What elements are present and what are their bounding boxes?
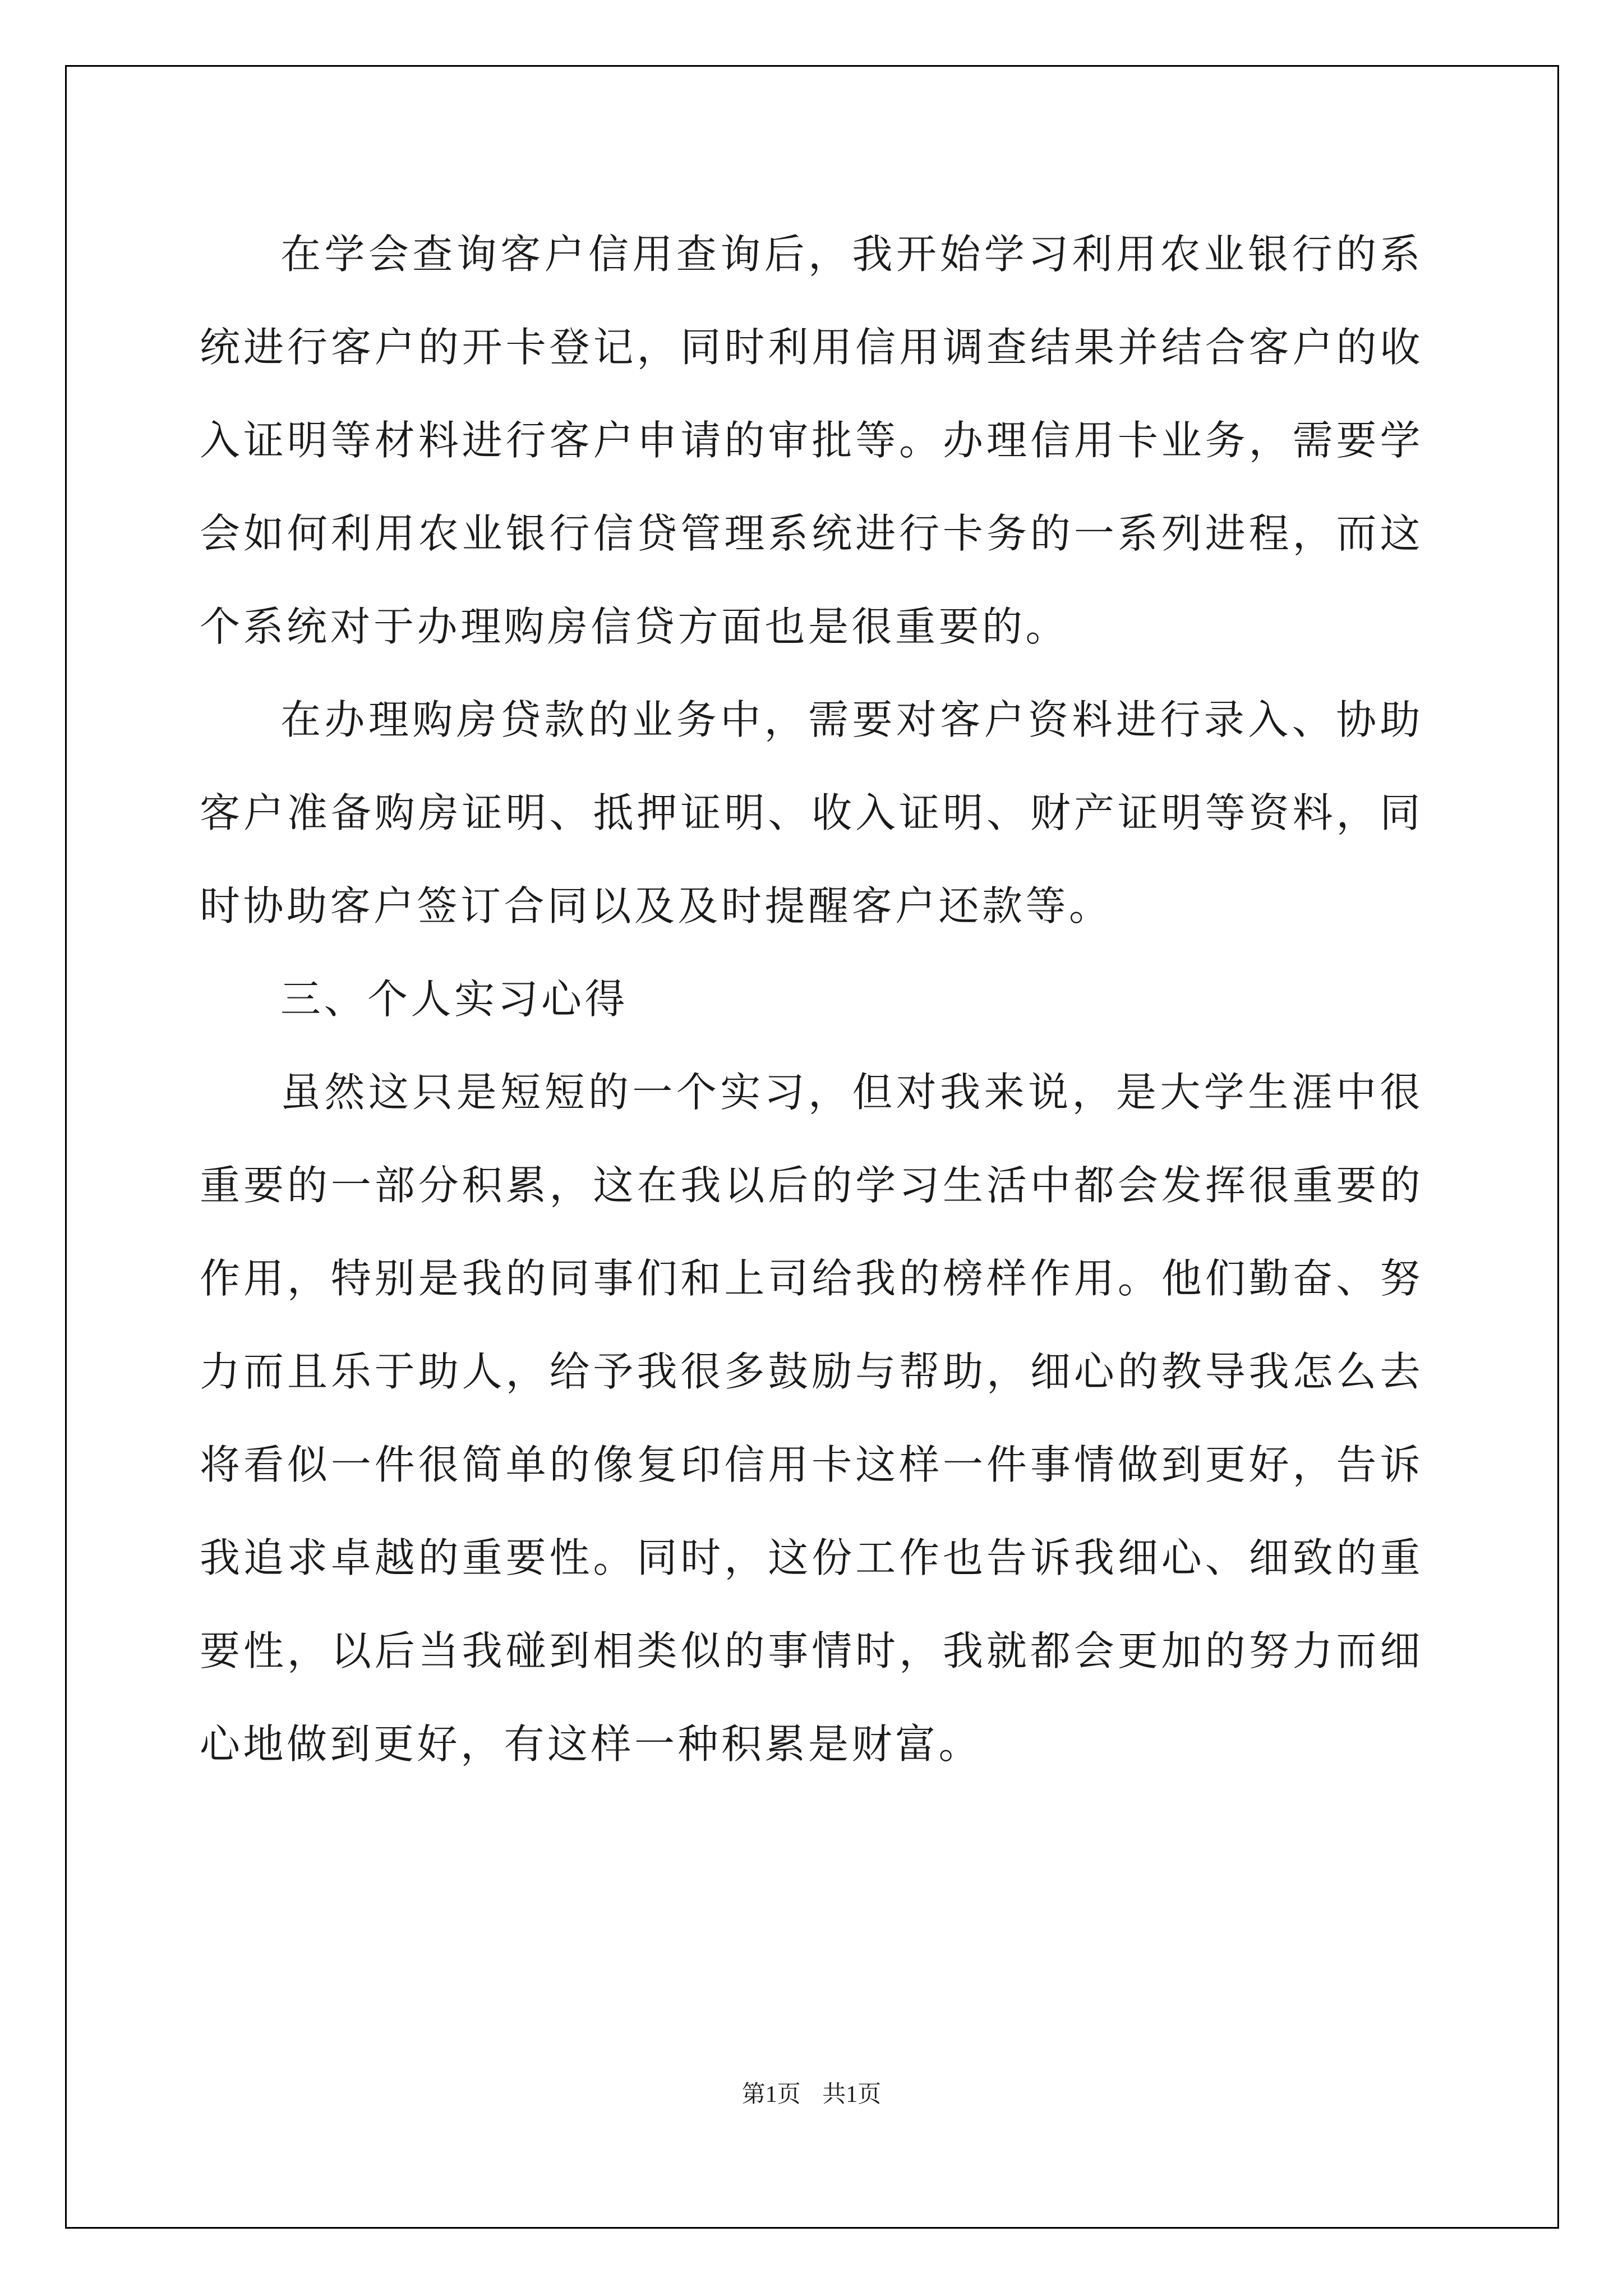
document-body [200, 208, 1423, 1791]
paragraph-mortgage-business: 在办理购房贷款的业务中，需要对客户资料进行录入、协助客户准备购房证明、抵押证明、收入证明、财产证明等资料，同时协助客户签订合同以及及时提醒客户还款等。 [200, 696, 1423, 930]
page-footer [0, 2076, 1623, 2109]
page-total: 共1页 [822, 2082, 882, 2108]
paragraph-system-training: 在学会查询客户信用查询后，我开始学习利用农业银行的系统进行客户的开卡登记，同时利用信用调查结果并结合客户的收入证明等材料进行客户申请的审批等。办理信用卡业务，需要学会如何利用农业银行信贷管理系统进行卡务的一系列进程，而这个系统对于办理购房信贷方面也是很重要的。 [200, 231, 1423, 650]
page-number: 第1页 [741, 2082, 801, 2108]
section-heading-internship-reflection: 三、个人实习心得 [280, 976, 629, 1023]
paragraph-internship-reflection: 虽然这只是短短的一个实习，但对我来说，是大学生涯中很重要的一部分积累，这在我以后的学习生活中都会发挥很重要的作用，特别是我的同事们和上司给我的榜样作用。他们勤奋、努力而且乐于助人，给予我很多鼓励与帮助，细心的教导我怎么去将看似一件很简单的像复印信用卡这样一件事情做到更好，告诉我追求卓越的重要性。同时，这份工作也告诉我细心、细致的重要性，以后当我碰到相类似的事情时，我就都会更加的努力而细心地做到更好，有这样一种积累是财富。 [200, 1069, 1423, 1768]
